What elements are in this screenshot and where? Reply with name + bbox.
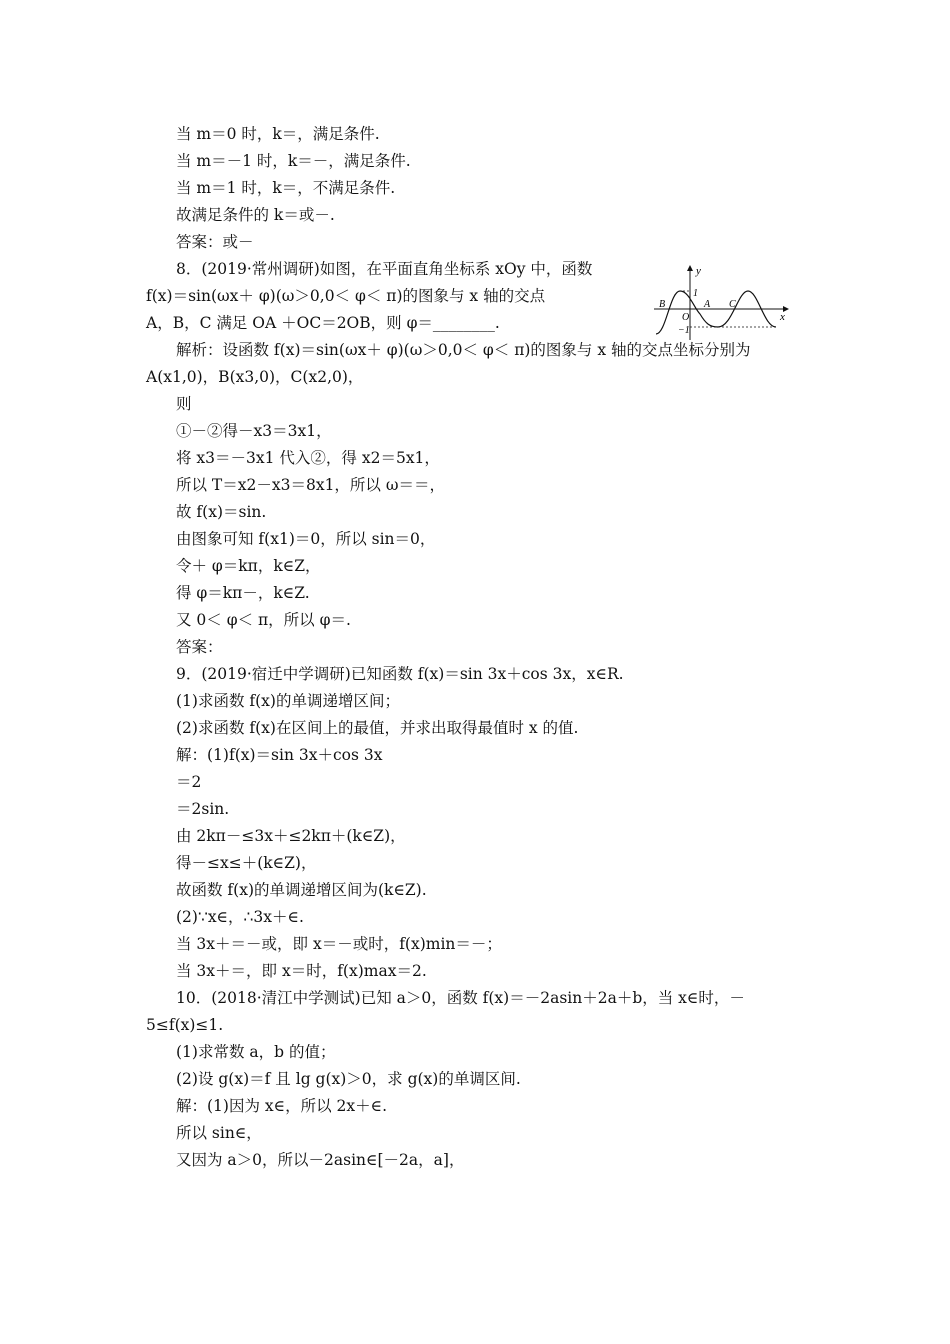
text-line: A，B，C 满足 OA ＋OC＝2OB，则 φ＝________.: [146, 314, 500, 332]
text-line: f(x)＝sin(ωx＋ φ)(ω＞0,0＜ φ＜ π)的图象与 x 轴的交点: [146, 287, 546, 305]
text-line: ①－②得－x3＝3x1，: [176, 422, 332, 440]
text-line: (1)求函数 f(x)的单调递增区间；: [176, 692, 400, 710]
sine-graph-figure: [652, 262, 792, 342]
text-line: 又因为 a＞0，所以－2asin∈[－2a，a]，: [176, 1151, 465, 1169]
sine-graph: [652, 262, 792, 342]
text-line: 10．(2018·清江中学测试)已知 a＞0，函数 f(x)＝－2asin＋2a＋b，当 x∈时，－: [176, 989, 745, 1007]
tick-label-neg-one: −1: [678, 325, 690, 336]
text-line: ＝2: [176, 773, 202, 791]
text-line: 解：(1)f(x)＝sin 3x＋cos 3x: [176, 746, 383, 764]
text-line: 故 f(x)＝sin.: [176, 503, 267, 521]
origin-label: O: [682, 312, 690, 323]
text-line: 答案：或－: [176, 233, 254, 251]
text-line: 9．(2019·宿迁中学调研)已知函数 f(x)＝sin 3x＋cos 3x，x∈R.: [176, 665, 624, 683]
text-line: (1)求常数 a，b 的值；: [176, 1043, 336, 1061]
y-axis-label: y: [696, 265, 701, 277]
point-a-label: A: [704, 299, 711, 310]
text-line: 当 m＝1 时，k＝，不满足条件.: [176, 179, 396, 197]
text-line: 故满足条件的 k＝或－.: [176, 206, 335, 224]
point-c-label: C: [729, 299, 736, 310]
point-b-label: B: [659, 299, 666, 310]
text-line: 令＋ φ＝kπ，k∈Z，: [176, 557, 321, 575]
text-line: A(x1,0)，B(x3,0)，C(x2,0)，: [146, 368, 364, 386]
text-line: 所以 T＝x2－x3＝8x1，所以 ω＝＝，: [176, 476, 446, 494]
text-line: 当 m＝－1 时，k＝－，满足条件.: [176, 152, 411, 170]
text-line: 当 3x＋＝－或，即 x＝－或时，f(x)min＝－；: [176, 935, 502, 953]
text-line: 所以 sin∈，: [176, 1124, 262, 1142]
text-line: 8．(2019·常州调研)如图，在平面直角坐标系 xOy 中，函数: [176, 260, 593, 278]
text-line: 则: [176, 395, 192, 413]
text-line: 又 0＜ φ＜ π，所以 φ＝.: [176, 611, 351, 629]
text-line: (2)设 g(x)＝f 且 lg g(x)＞0，求 g(x)的单调区间.: [176, 1070, 521, 1088]
text-line: 由图象可知 f(x1)＝0，所以 sin＝0，: [176, 530, 436, 548]
text-line: (2)求函数 f(x)在区间上的最值，并求出取得最值时 x 的值.: [176, 719, 579, 737]
tick-label-one: 1: [693, 288, 698, 299]
text-line: 解析：设函数 f(x)＝sin(ωx＋ φ)(ω＞0,0＜ φ＜ π)的图象与 x 轴的交点坐标分别为: [176, 341, 751, 359]
text-line: (2)∵x∈，∴3x＋∈.: [176, 908, 304, 926]
text-line: 答案：: [176, 638, 223, 656]
text-line: 得 φ＝kπ－，k∈Z.: [176, 584, 310, 602]
text-line: 故函数 f(x)的单调递增区间为(k∈Z).: [176, 881, 427, 899]
x-axis-label: x: [780, 311, 785, 323]
text-line: ＝2sin.: [176, 800, 230, 818]
text-line: 5≤f(x)≤1.: [146, 1016, 224, 1034]
text-line: 得－≤x≤＋(k∈Z)，: [176, 854, 317, 872]
text-line: 当 m＝0 时，k＝，满足条件.: [176, 125, 380, 143]
text-line: 解：(1)因为 x∈，所以 2x＋∈.: [176, 1097, 388, 1115]
sine-curve: [656, 291, 776, 334]
text-line: 当 3x＋＝，即 x＝时，f(x)max＝2.: [176, 962, 427, 980]
text-line: 将 x3＝－3x1 代入②，得 x2＝5x1，: [176, 449, 440, 467]
text-line: 由 2kπ－≤3x＋≤2kπ＋(k∈Z)，: [176, 827, 406, 845]
